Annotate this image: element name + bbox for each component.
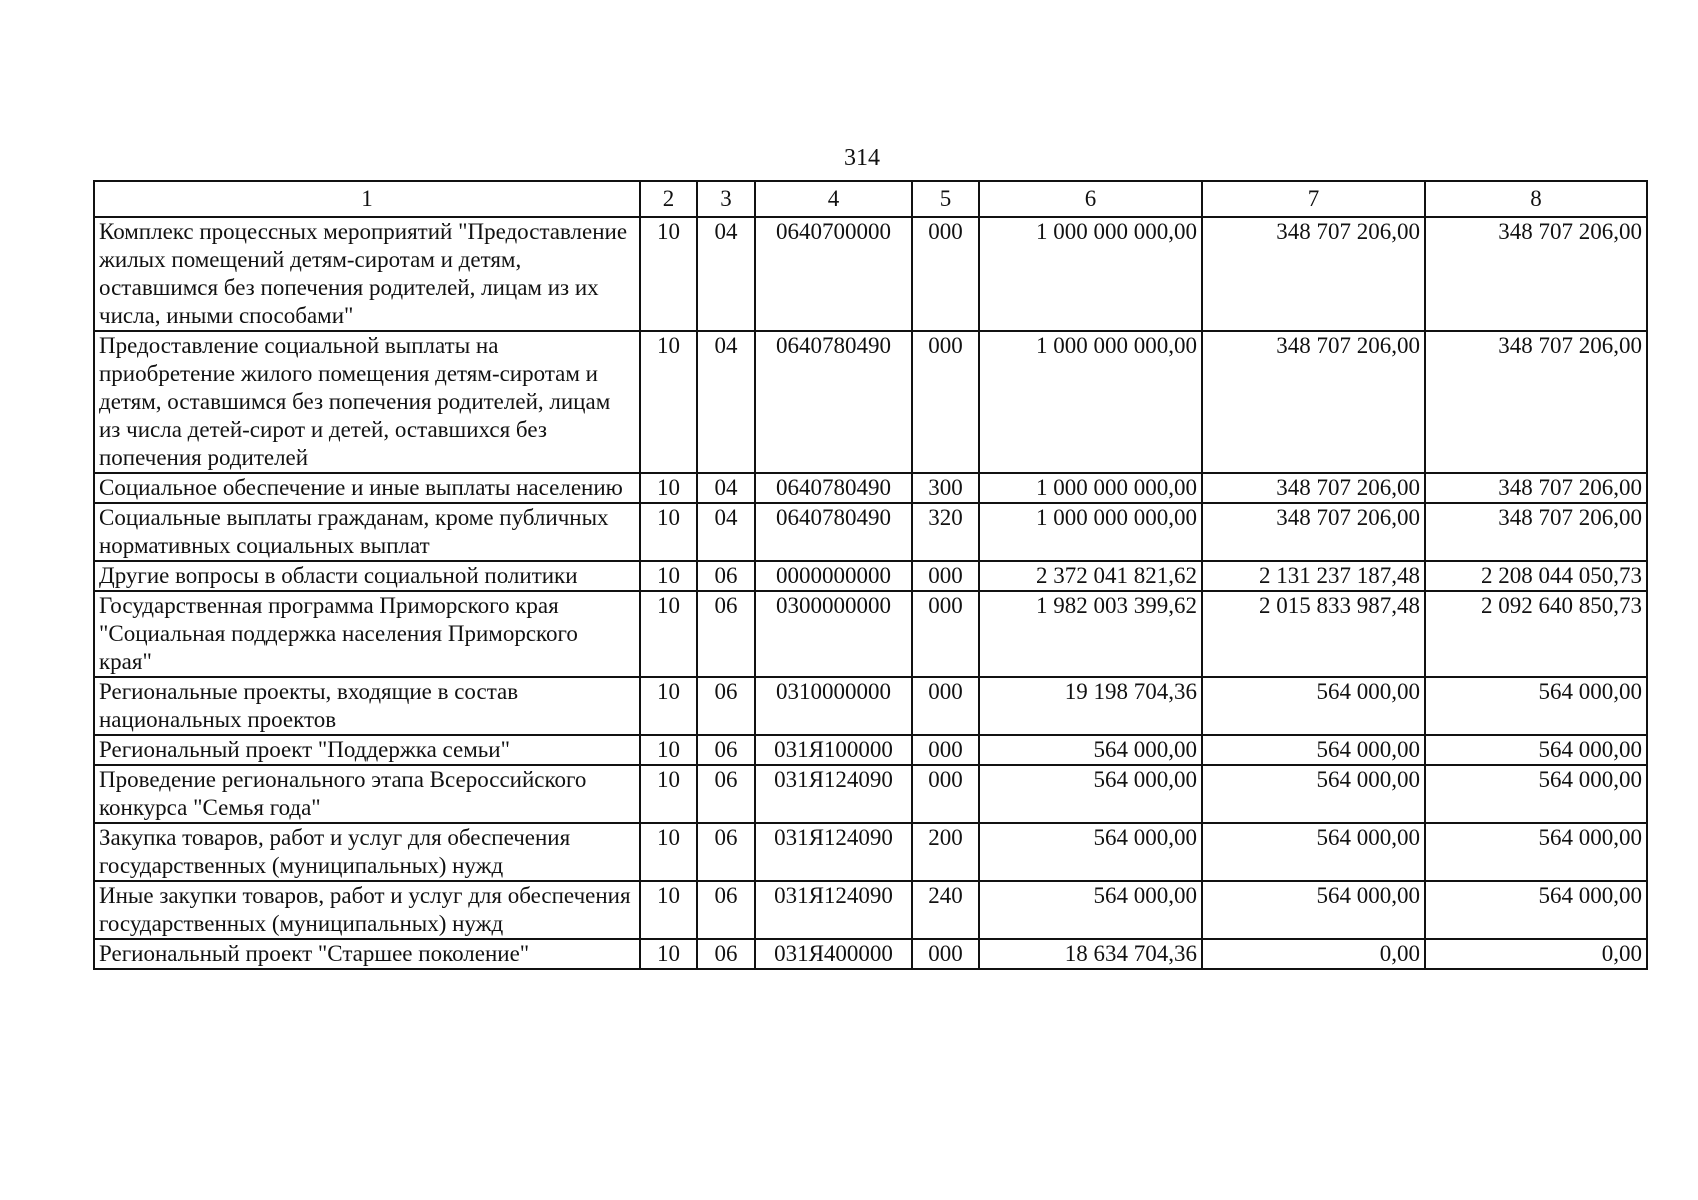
amount-col8: 564 000,00 (1425, 823, 1647, 881)
amount-col8: 348 707 206,00 (1425, 503, 1647, 561)
subsection-code: 04 (697, 503, 755, 561)
amount-col7: 348 707 206,00 (1202, 473, 1425, 503)
subsection-code: 06 (697, 561, 755, 591)
amount-col7: 0,00 (1202, 939, 1425, 969)
subsection-code: 06 (697, 765, 755, 823)
amount-col6: 1 000 000 000,00 (979, 331, 1202, 473)
amount-col7: 564 000,00 (1202, 735, 1425, 765)
target-article-code: 031Я400000 (755, 939, 912, 969)
target-article-code: 031Я100000 (755, 735, 912, 765)
amount-col8: 348 707 206,00 (1425, 473, 1647, 503)
amount-col7: 564 000,00 (1202, 765, 1425, 823)
amount-col7: 2 015 833 987,48 (1202, 591, 1425, 677)
header-row (94, 181, 1647, 217)
subsection-code: 04 (697, 473, 755, 503)
table-row (94, 591, 1647, 677)
table-row (94, 331, 1647, 473)
expense-type-code: 000 (912, 765, 979, 823)
expense-type-code: 000 (912, 331, 979, 473)
budget-table (93, 180, 1648, 970)
amount-col6: 18 634 704,36 (979, 939, 1202, 969)
section-code: 10 (640, 503, 697, 561)
item-name: Социальное обеспечение и иные выплаты населению (94, 473, 640, 503)
amount-col8: 348 707 206,00 (1425, 331, 1647, 473)
amount-col7: 564 000,00 (1202, 881, 1425, 939)
amount-col6: 1 000 000 000,00 (979, 503, 1202, 561)
expense-type-code: 000 (912, 217, 979, 331)
target-article-code: 0640780490 (755, 503, 912, 561)
amount-col6: 2 372 041 821,62 (979, 561, 1202, 591)
amount-col7: 348 707 206,00 (1202, 331, 1425, 473)
item-name: Иные закупки товаров, работ и услуг для обеспечения государственных (муниципальных) нужд (94, 881, 640, 939)
section-code: 10 (640, 217, 697, 331)
amount-col7: 2 131 237 187,48 (1202, 561, 1425, 591)
expense-type-code: 000 (912, 735, 979, 765)
item-name: Проведение регионального этапа Всероссийского конкурса "Семья года" (94, 765, 640, 823)
subsection-code: 06 (697, 939, 755, 969)
amount-col8: 564 000,00 (1425, 677, 1647, 735)
amount-col7: 348 707 206,00 (1202, 217, 1425, 331)
subsection-code: 06 (697, 881, 755, 939)
table-row (94, 503, 1647, 561)
expense-type-code: 240 (912, 881, 979, 939)
section-code: 10 (640, 591, 697, 677)
table-row (94, 561, 1647, 591)
target-article-code: 0300000000 (755, 591, 912, 677)
target-article-code: 031Я124090 (755, 765, 912, 823)
amount-col8: 2 208 044 050,73 (1425, 561, 1647, 591)
section-code: 10 (640, 331, 697, 473)
item-name: Региональный проект "Старшее поколение" (94, 939, 640, 969)
table-row (94, 939, 1647, 969)
expense-type-code: 000 (912, 591, 979, 677)
amount-col6: 19 198 704,36 (979, 677, 1202, 735)
subsection-code: 06 (697, 677, 755, 735)
item-name: Государственная программа Приморского края "Социальная поддержка населения Приморского края" (94, 591, 640, 677)
item-name: Закупка товаров, работ и услуг для обеспечения государственных (муниципальных) нужд (94, 823, 640, 881)
section-code: 10 (640, 473, 697, 503)
amount-col6: 1 982 003 399,62 (979, 591, 1202, 677)
item-name: Региональные проекты, входящие в состав национальных проектов (94, 677, 640, 735)
target-article-code: 0640700000 (755, 217, 912, 331)
amount-col8: 0,00 (1425, 939, 1647, 969)
section-code: 10 (640, 881, 697, 939)
expense-type-code: 300 (912, 473, 979, 503)
table-row (94, 217, 1647, 331)
column-header: 4 (755, 181, 912, 217)
amount-col6: 1 000 000 000,00 (979, 217, 1202, 331)
table-row (94, 765, 1647, 823)
subsection-code: 06 (697, 591, 755, 677)
table-row (94, 881, 1647, 939)
item-name: Социальные выплаты гражданам, кроме публичных нормативных социальных выплат (94, 503, 640, 561)
section-code: 10 (640, 677, 697, 735)
item-name: Другие вопросы в области социальной политики (94, 561, 640, 591)
amount-col7: 348 707 206,00 (1202, 503, 1425, 561)
column-header: 8 (1425, 181, 1647, 217)
expense-type-code: 320 (912, 503, 979, 561)
section-code: 10 (640, 561, 697, 591)
table-row (94, 473, 1647, 503)
column-header: 6 (979, 181, 1202, 217)
target-article-code: 0640780490 (755, 331, 912, 473)
amount-col6: 564 000,00 (979, 881, 1202, 939)
amount-col8: 348 707 206,00 (1425, 217, 1647, 331)
amount-col7: 564 000,00 (1202, 677, 1425, 735)
section-code: 10 (640, 735, 697, 765)
amount-col6: 1 000 000 000,00 (979, 473, 1202, 503)
amount-col6: 564 000,00 (979, 735, 1202, 765)
column-header: 2 (640, 181, 697, 217)
table-row (94, 677, 1647, 735)
amount-col6: 564 000,00 (979, 765, 1202, 823)
section-code: 10 (640, 939, 697, 969)
section-code: 10 (640, 765, 697, 823)
amount-col8: 564 000,00 (1425, 735, 1647, 765)
subsection-code: 04 (697, 331, 755, 473)
target-article-code: 031Я124090 (755, 881, 912, 939)
target-article-code: 0640780490 (755, 473, 912, 503)
expense-type-code: 000 (912, 939, 979, 969)
expense-type-code: 200 (912, 823, 979, 881)
expense-type-code: 000 (912, 561, 979, 591)
item-name: Комплекс процессных мероприятий "Предоставление жилых помещений детям-сиротам и детям, оставшимся без попечения родителей, лицам из их числа, иными способами" (94, 217, 640, 331)
amount-col8: 2 092 640 850,73 (1425, 591, 1647, 677)
amount-col8: 564 000,00 (1425, 765, 1647, 823)
section-code: 10 (640, 823, 697, 881)
page-number: 314 (844, 145, 880, 171)
table-row (94, 823, 1647, 881)
column-header: 1 (94, 181, 640, 217)
column-header: 3 (697, 181, 755, 217)
expense-type-code: 000 (912, 677, 979, 735)
target-article-code: 031Я124090 (755, 823, 912, 881)
table-row (94, 735, 1647, 765)
target-article-code: 0000000000 (755, 561, 912, 591)
item-name: Предоставление социальной выплаты на приобретение жилого помещения детям-сиротам и детям, оставшимся без попечения родителей, лицам из числа детей-сирот и детей, оставшихся без попечения родителей (94, 331, 640, 473)
subsection-code: 06 (697, 823, 755, 881)
amount-col6: 564 000,00 (979, 823, 1202, 881)
target-article-code: 0310000000 (755, 677, 912, 735)
subsection-code: 04 (697, 217, 755, 331)
column-header: 7 (1202, 181, 1425, 217)
amount-col7: 564 000,00 (1202, 823, 1425, 881)
subsection-code: 06 (697, 735, 755, 765)
amount-col8: 564 000,00 (1425, 881, 1647, 939)
column-header: 5 (912, 181, 979, 217)
item-name: Региональный проект "Поддержка семьи" (94, 735, 640, 765)
